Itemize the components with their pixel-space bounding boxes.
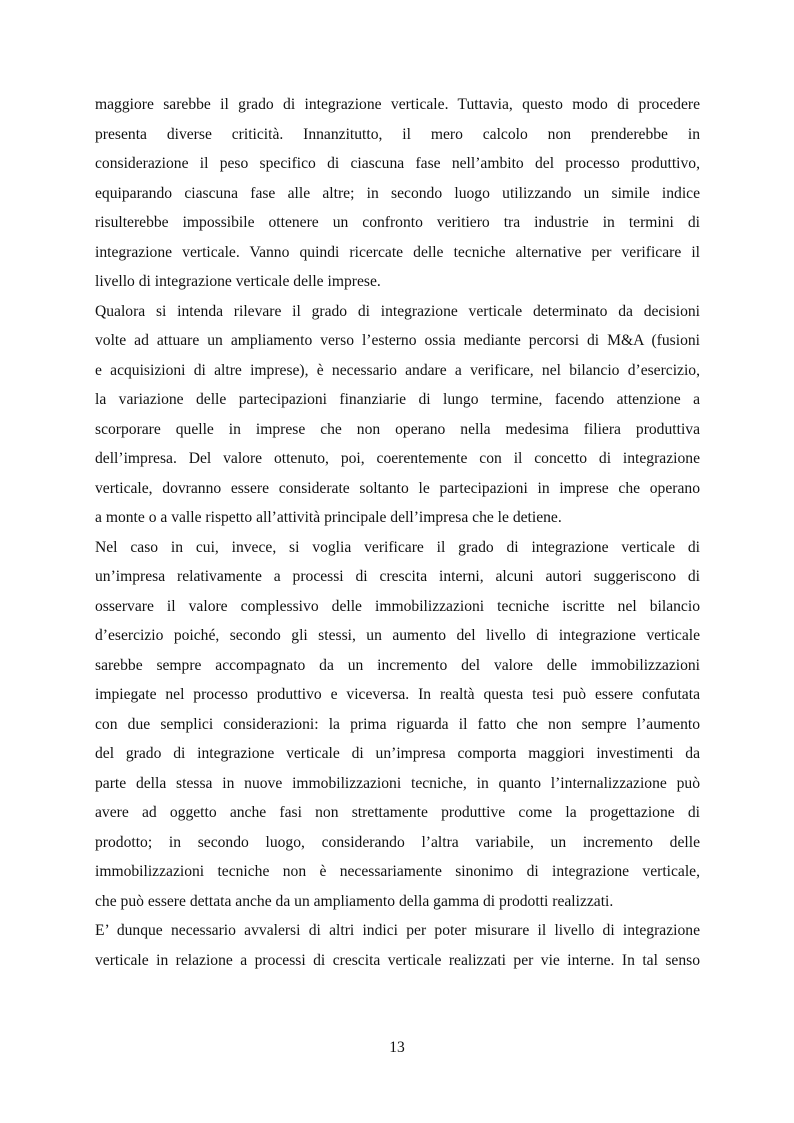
- text-line: impiegate nel processo produttivo e viceversa. In realtà questa tesi può essere confutata: [95, 686, 700, 703]
- text-line: verticale, dovranno essere considerate soltanto le partecipazioni in imprese che operano: [95, 479, 700, 497]
- text-line: che può essere dettata anche da un ampliamento della gamma di prodotti realizzati.: [95, 892, 614, 910]
- text-line: d’esercizio poiché, secondo gli stessi, un aumento del livello di integrazione verticale: [95, 627, 700, 644]
- text-line: con due semplici considerazioni: la prima riguarda il fatto che non sempre l’aumento: [95, 715, 700, 733]
- text-line: risulterebbe impossibile ottenere un confronto veritiero tra industrie in termini di: [95, 214, 700, 231]
- text-line: presenta diverse criticità. Innanzitutto, il mero calcolo non prenderebbe in: [95, 125, 700, 143]
- text-line: dell’impresa. Del valore ottenuto, poi, coerentemente con il concetto di integrazione: [95, 450, 700, 467]
- text-line: avere ad oggetto anche fasi non strettamente produttive come la progettazione di: [95, 804, 700, 821]
- text-line: volte ad attuare un ampliamento verso l’esterno ossia mediante percorsi di M&A (fusioni: [95, 332, 700, 349]
- text-line: equiparando ciascuna fase alle altre; in secondo luogo utilizzando un simile indice: [95, 184, 700, 202]
- text-line: parte della stessa in nuove immobilizzazioni tecniche, in quanto l’internalizzazione può: [95, 774, 700, 792]
- text-line: e acquisizioni di altre imprese), è necessario andare a verificare, nel bilancio d’esercizio,: [95, 361, 700, 379]
- text-line: maggiore sarebbe il grado di integrazione verticale. Tuttavia, questo modo di procedere: [95, 96, 700, 113]
- page-body-text: [95, 90, 700, 975]
- page-number: 13: [389, 1039, 405, 1056]
- text-line: Nel caso in cui, invece, si voglia verificare il grado di integrazione verticale di: [95, 538, 700, 556]
- text-line: un’impresa relativamente a processi di crescita interni, alcuni autori suggeriscono di: [95, 568, 700, 585]
- text-line: E’ dunque necessario avvalersi di altri indici per poter misurare il livello di integrazione: [95, 922, 700, 939]
- text-line: Qualora si intenda rilevare il grado di integrazione verticale determinato da decisioni: [95, 302, 700, 320]
- text-line: sarebbe sempre accompagnato da un incremento del valore delle immobilizzazioni: [95, 656, 700, 674]
- text-line: verticale in relazione a processi di crescita verticale realizzati per vie interne. In tal senso: [95, 951, 700, 969]
- text-line: integrazione verticale. Vanno quindi ricercate delle tecniche alternative per verificare il: [95, 243, 700, 261]
- text-line: osservare il valore complessivo delle immobilizzazioni tecniche iscritte nel bilancio: [95, 597, 700, 615]
- text-line: la variazione delle partecipazioni finanziarie di lungo termine, facendo attenzione a: [95, 391, 700, 408]
- text-line: del grado di integrazione verticale di un’impresa comporta maggiori investimenti da: [95, 745, 700, 762]
- text-line: livello di integrazione verticale delle imprese.: [95, 273, 381, 290]
- text-line: immobilizzazioni tecniche non è necessariamente sinonimo di integrazione verticale,: [95, 863, 700, 880]
- text-line: considerazione il peso specifico di ciascuna fase nell’ambito del processo produttivo,: [95, 155, 700, 172]
- text-line: scorporare quelle in imprese che non operano nella medesima filiera produttiva: [95, 420, 700, 438]
- text-line: prodotto; in secondo luogo, considerando l’altra variabile, un incremento delle: [95, 833, 700, 851]
- text-line: a monte o a valle rispetto all’attività principale dell’impresa che le detiene.: [95, 509, 562, 526]
